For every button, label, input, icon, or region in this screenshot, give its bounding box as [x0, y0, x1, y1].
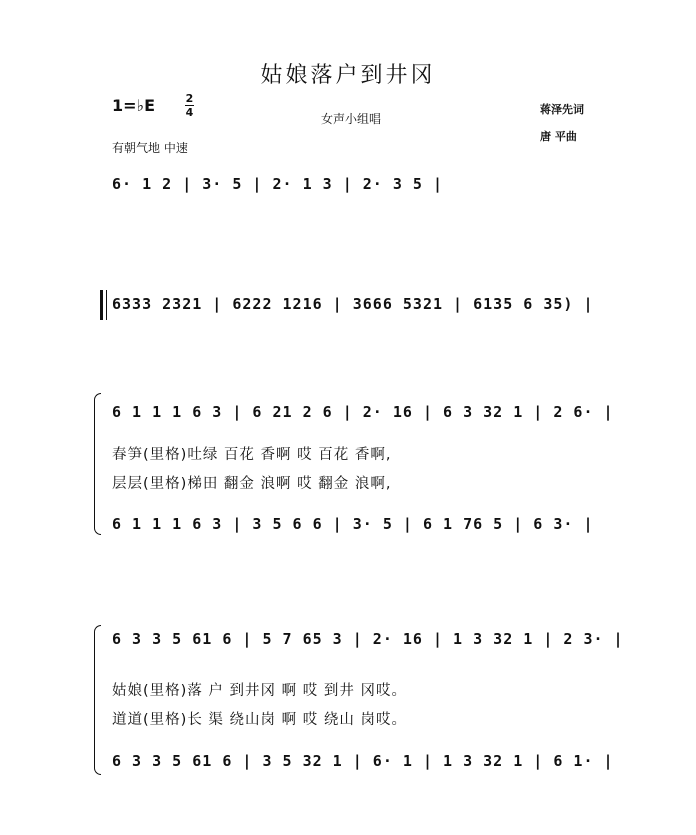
system-brace: [94, 393, 101, 535]
sheet-title: 姑娘落户到井冈: [260, 63, 436, 88]
time-top: 2: [185, 92, 194, 105]
system1-lyric-1: 春笋(里格)吐绿 百花 香啊 哎 百花 香啊,: [112, 447, 392, 463]
system-brace: [94, 625, 101, 775]
system2-lyric-1: 姑娘(里格)落 户 到井冈 啊 哎 到井 冈哎。: [112, 683, 407, 699]
credits: [540, 96, 584, 150]
system2-upper: 6 3 3 5 61 6 | 5 7 65 3 | 2· 16 | 1 3 32 1 | 2 3· |: [112, 630, 624, 648]
key-signature: 1=♭E: [112, 96, 156, 115]
system2-lower: 6 3 3 5 61 6 | 3 5 32 1 | 6· 1 | 1 3 32 1 | 6 1· |: [112, 752, 614, 770]
time-bottom: 4: [185, 106, 194, 119]
system1-lyric-2: 层层(里格)梯田 翻金 浪啊 哎 翻金 浪啊,: [112, 476, 392, 492]
repeat-bar: [100, 290, 103, 320]
intro-line-1: 6· 1 2 | 3· 5 | 2· 1 3 | 2· 3 5 |: [112, 175, 444, 193]
time-signature: [185, 93, 194, 118]
system2-lyric-2: 道道(里格)长 渠 绕山岗 啊 哎 绕山 岗哎。: [112, 712, 407, 728]
performance-note: 女声小组唱: [321, 112, 382, 126]
composer: 唐 平曲: [540, 130, 577, 143]
intro-line-2: 6333 2321 | 6222 1216 | 3666 5321 | 6135 6 35) |: [112, 295, 594, 313]
system1-lower: 6 1 1 1 6 3 | 3 5 6 6 | 3· 5 | 6 1 76 5 | 6 3· |: [112, 515, 594, 533]
lyricist: 蒋泽先词: [540, 103, 584, 116]
tempo-marking: 有朝气地 中速: [112, 141, 188, 155]
system1-upper: 6 1 1 1 6 3 | 6 21 2 6 | 2· 16 | 6 3 32 1 | 2 6· |: [112, 403, 614, 421]
